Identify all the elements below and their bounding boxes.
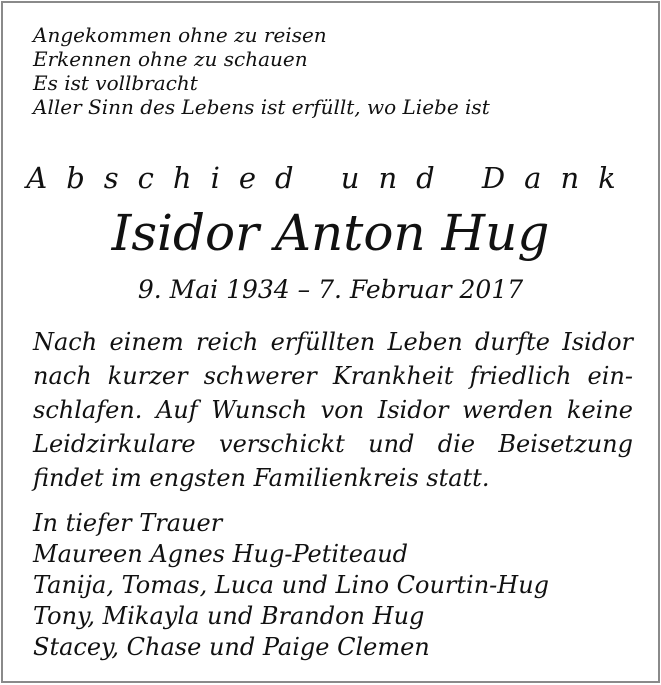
poem-line: Angekommen ohne zu reisen: [33, 23, 327, 47]
mourner-line: Maureen Agnes Hug-Petiteaud: [33, 540, 409, 568]
life-dates: 9. Mai 1934 – 7. Februar 2017: [137, 275, 524, 304]
deceased-name: Isidor Anton Hug: [111, 204, 550, 262]
obituary-notice: [1, 1, 660, 683]
notice-message: [33, 325, 633, 495]
message-line: schlafen. Auf Wunsch von Isidor werden keine: [33, 396, 633, 424]
mourners-list: [33, 508, 549, 663]
mourner-line: Stacey, Chase und Paige Clemen: [33, 633, 430, 661]
mourner-line: Tanija, Tomas, Luca und Lino Courtin-Hug: [33, 571, 550, 599]
message-line: findet im engsten Familienkreis statt.: [33, 464, 490, 492]
farewell-heading: Abschied und Dank: [26, 161, 635, 195]
poem-line: Erkennen ohne zu schauen: [33, 47, 308, 71]
message-line: nach kurzer schwerer Krankheit friedlich ein-: [33, 362, 633, 390]
message-line: Nach einem reich erfüllten Leben durfte Isidor: [33, 328, 633, 356]
poem: [33, 23, 490, 119]
message-line: Leidzirkulare verschickt und die Beisetzung: [33, 430, 633, 458]
mourners-intro: In tiefer Trauer: [33, 509, 223, 537]
poem-line: Aller Sinn des Lebens ist erfüllt, wo Liebe ist: [33, 95, 490, 119]
poem-line: Es ist vollbracht: [33, 71, 198, 95]
mourner-line: Tony, Mikayla und Brandon Hug: [33, 602, 425, 630]
